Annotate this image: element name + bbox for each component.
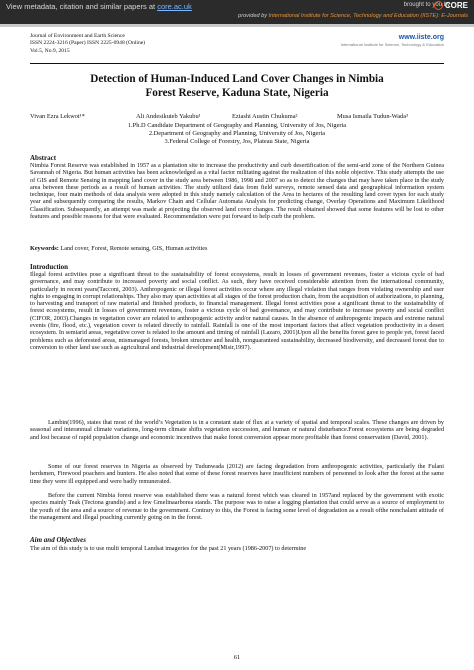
title-line-1: Detection of Human-Induced Land Cover Changes in Nimbia — [90, 73, 384, 85]
intro-paragraph-3: Some of our forest reserves in Nigeria as observed by Tudunwada (2012) are facing degradation from anthropogenic activities, particularly the Fulani herdsmen, Firewood poachers and hunters. He also noted that some of these forest reserves have insufficient numbers of personnel to look after the forest at the same time they were ill equipped and were badly remunerated. — [30, 463, 444, 485]
core-metadata-text: View metadata, citation and similar papers at — [6, 2, 156, 11]
journal-header — [30, 33, 145, 55]
header-rule — [30, 63, 444, 64]
paper-title — [30, 73, 444, 100]
abstract-text: Nimbia Forest Reserve was established in 1957 as a plantation site to increase the productivity and curb desertification of the semi-arid zone of the Northern Guinea Savannah of Nigeria. But human activities has been acknowledged as a vital factor militating against the realization of this noble objective. This study attempts the use of GIS and Remote Sensing in mapping land cover in the study area between 1986, 1998 and 2007 so as to detect the changes that may have taken place in the study area between these periods as a result of human activities. The study utilized data from field surveys, remote sensed data and geographical information system technique, four main methods of data analysis were adopted in this study namely calculation of the Area in hectares of the resulting land cover types for each study year and subsequently comparing the results, Markov Chain and Cellular Automata Analysis for predicting change, Overlay Operations and Maximum Likelihood Classification. Subsequently, an attempt was made at projecting the observed land cover changes. The result obtained showed that some features will be lost to other features and possible reasons for that were evaluated. Recommendation were put forward to help curb the problem. — [30, 162, 444, 221]
core-logo-icon — [434, 1, 443, 10]
iiste-logo-subtitle: International Institute for Science, Technology & Education — [340, 42, 444, 47]
journal-issn: ISSN 2224-3216 (Paper) ISSN 2225-0948 (Online) — [30, 40, 146, 47]
journal-volume: Vol.5, No.9, 2015 — [30, 47, 70, 54]
affiliation-3: 3.Federal College of Forestry, Jos, Plateau State, Nigeria — [164, 138, 310, 145]
author-name: Vivan Ezra Lekwot¹* — [30, 113, 85, 120]
core-logo[interactable] — [434, 1, 468, 10]
intro-paragraph-1: Illegal forest activities pose a significant threat to the sustainability of forest ecosystems, result in losses of government revenues, foster a vicious cycle of bad governance, and may contribute to increased poverty and social conflict. As such, they have received considerable attention from the international community, particularly in recent years(Tacconi, 2003). Anthropogenic or illegal forest activities occur where any illegal violation that ranges from violating ownership and user rights to engaging in corrupt relationships. They also may span activities at all stages of the forest production chain, from the acquisition of authorizations, to planning, to harvesting and transport of raw material and finished products, to financial management. Illegal forest activities pose a significant threat to the sustainability of forest ecosystems, result in losses of government revenues, foster a vicious cycle of bad governance, and may contribute to increase poverty and social conflict (CIFOR, 2003).Changes in vegetation cover are related to anthropogenic activity and/or natural causes. In the absence of anthropogenic impacts and extreme natural events (fire, flood, etc.), vegetation cover is related directly to rainfall. Rainfall is one of the most important factors that affect vegetation productivity in a desert ecosystem. In semiarid areas, vegetative cover is related to the amount and timing of rainfall (Lazaro, 2001)Upon all the benefits forest gave to people yet, forest faced problems such as deforested areas, mismanaged forests, broken structure and health, nonguaranteed sustainability, decreased biodiversity, and decreased forest due to conversion to other land use such as agricultural and industrial development(Misir,1997). — [30, 271, 444, 351]
title-line-2: Forest Reserve, Kaduna State, Nigeria — [145, 86, 329, 99]
introduction-heading: Introduction — [30, 263, 68, 271]
core-metadata-notice — [6, 2, 192, 11]
iiste-site-link[interactable]: www.iiste.org — [398, 34, 444, 41]
affiliation-2: 2.Department of Geography and Planning, University of Jos, Nigeria — [148, 130, 326, 137]
core-provided-prefix: provided by — [238, 13, 268, 19]
author-name: Eziashi Austin Chukuma² — [232, 113, 298, 120]
keywords — [30, 245, 444, 252]
aims-heading: Aim and Objectives — [30, 536, 86, 544]
core-banner — [0, 0, 474, 24]
core-logo-text: CORE — [444, 1, 468, 10]
author-name: Musa Ismaila Tudun-Wada³ — [337, 113, 408, 120]
banner-divider — [0, 24, 474, 27]
author-name: Ali Andesikuteb Yakubu¹ — [136, 113, 201, 120]
intro-paragraph-4: Before the current Nimbia forest reserve was established there was a natural forest which was cleared in 1957and replaced by the government with exotic species mainly Teak (Tectona grandis) and a few Gmelinaarborea stands. The purpose was to raise a logging plantation that could serve as a source of employment to the youth of the area and a source of revenue to the government. Contrary to this, the Forest is facing some level of degradation as a result ofthe nonchalant attitude of the management and illegal poaching currently going on in the forest. — [30, 492, 444, 521]
core-provider-link[interactable]: International Institute for Science, Technology and Education (IISTE): E-Journals — [268, 13, 468, 19]
keywords-text: Land cover, Forest, Remote sensing, GIS, Human activities — [60, 245, 208, 252]
affiliation-1: 1.Ph.D Candidate Department of Geography and Planning, University of Jos, Nigeria — [127, 122, 347, 129]
core-provided-by — [238, 13, 468, 19]
page-number: 61 — [233, 654, 241, 661]
keywords-label: Keywords: — [30, 245, 59, 252]
core-link[interactable]: core.ac.uk — [157, 2, 192, 11]
journal-name: Journal of Environment and Earth Science — [30, 33, 125, 39]
abstract-heading: Abstract — [30, 154, 57, 162]
core-brought-by: brought to you by — [403, 2, 450, 8]
intro-paragraph-2: Lambin(1996), states that most of the world’s Vegetation is in a constant state of flux at a variety of spatial and temporal scales. These changes are driven by seasonal and interannual climate variations, long-term climate shifts vegetation succession, and human or natural disturbance.Forest ecosystems are being degraded and lost because of rapid population change and economic incentives that make forest conversion appear more profitable than forest conservation (David, 2001). — [30, 419, 444, 441]
aims-text: The aim of this study is to use multi temporal Landsat imageries for the past 21 years (1986-2007) to determine — [30, 545, 307, 552]
